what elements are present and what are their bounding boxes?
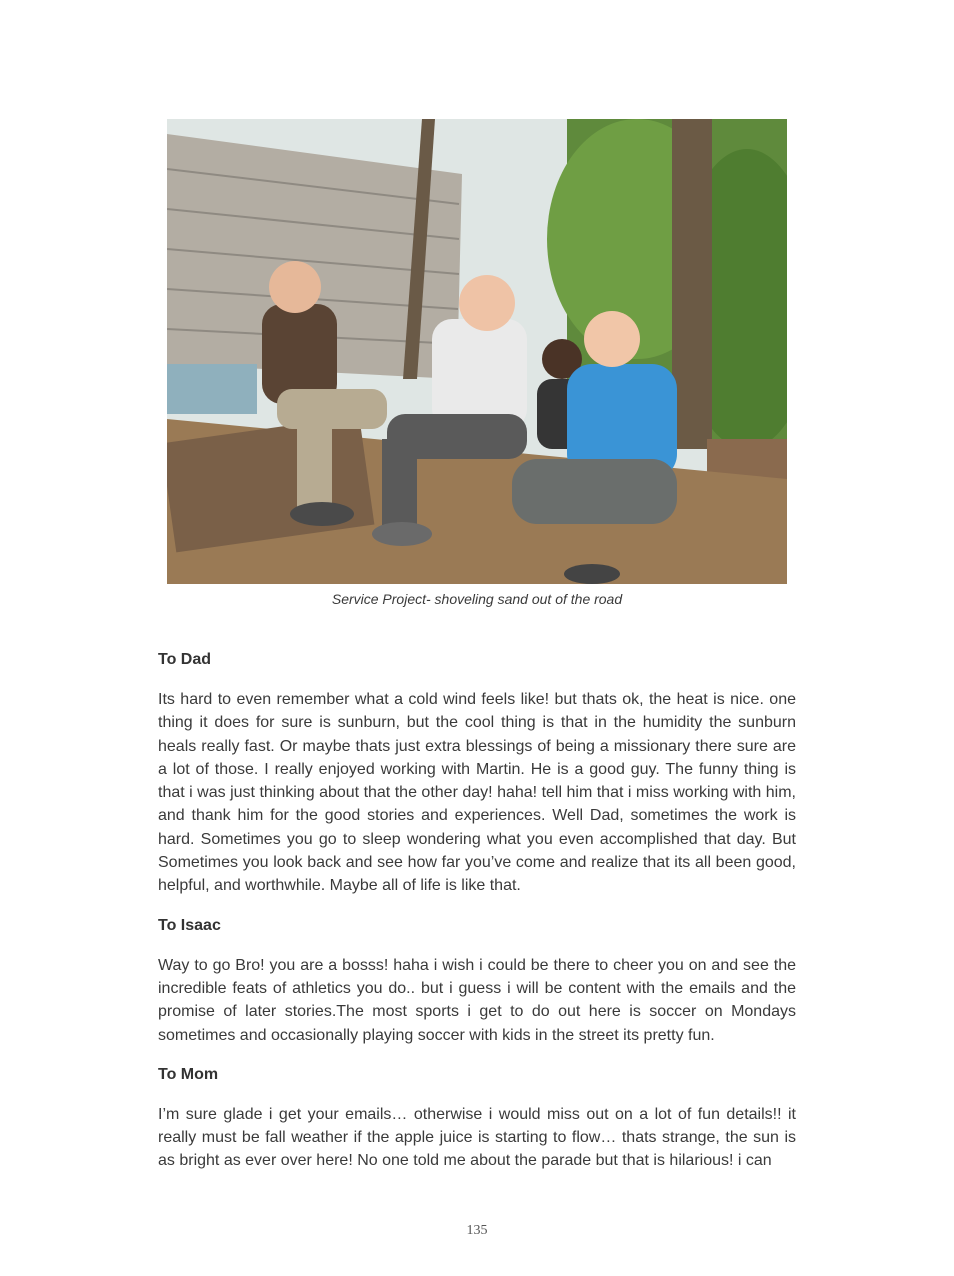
section-heading-mom: To Mom: [158, 1065, 219, 1083]
page-number: 135: [466, 1223, 488, 1238]
section-text-dad: Its hard to even remember what a cold wind feels like! but thats ok, the heat is nice. one thing it does for sure is sunburn, but the cool thing is that in the humidity the sunburn heals really fast. Or maybe thats just extra blessings of being a missionary there sure are a lot of those. I really enjoyed working with Martin. He is a good guy. The funny thing is that i was just thinking about that the other day! haha! tell him that i miss working with him, and thank him for the good stories and experiences. Well Dad, sometimes the work is hard. Sometimes you go to sleep wondering what you even accomplished that day. But Sometimes you look back and see how far you’ve come and realize that its all been good, helpful, and worthwhile. Maybe all of life is like that.: [158, 691, 796, 895]
section-heading-isaac: To Isaac: [158, 916, 221, 934]
section-text-mom: I’m sure glade i get your emails… otherwise i would miss out on a lot of fun details!! it really must be fall weather if the apple juice is starting to flow… thats strange, the sun is as bright as ever over here! No one told me about the parade but that is hilarious! i can: [158, 1105, 796, 1170]
letter-body: [158, 648, 796, 1189]
section-heading-dad: To Dad: [158, 651, 212, 668]
service-project-photo: [167, 119, 787, 584]
section-text-isaac: Way to go Bro! you are a bosss! haha i wish i could be there to cheer you on and see the incredible feats of athletics you do.. but i guess i will be content with the emails and the promise of later stories.The most sports i get to do out here is soccer on Mondays sometimes and occasionally playing soccer with kids in the street its pretty fun.: [158, 956, 796, 1044]
photo-caption: Service Project- shoveling sand out of the road: [331, 591, 623, 607]
photo-illustration: [167, 119, 787, 584]
